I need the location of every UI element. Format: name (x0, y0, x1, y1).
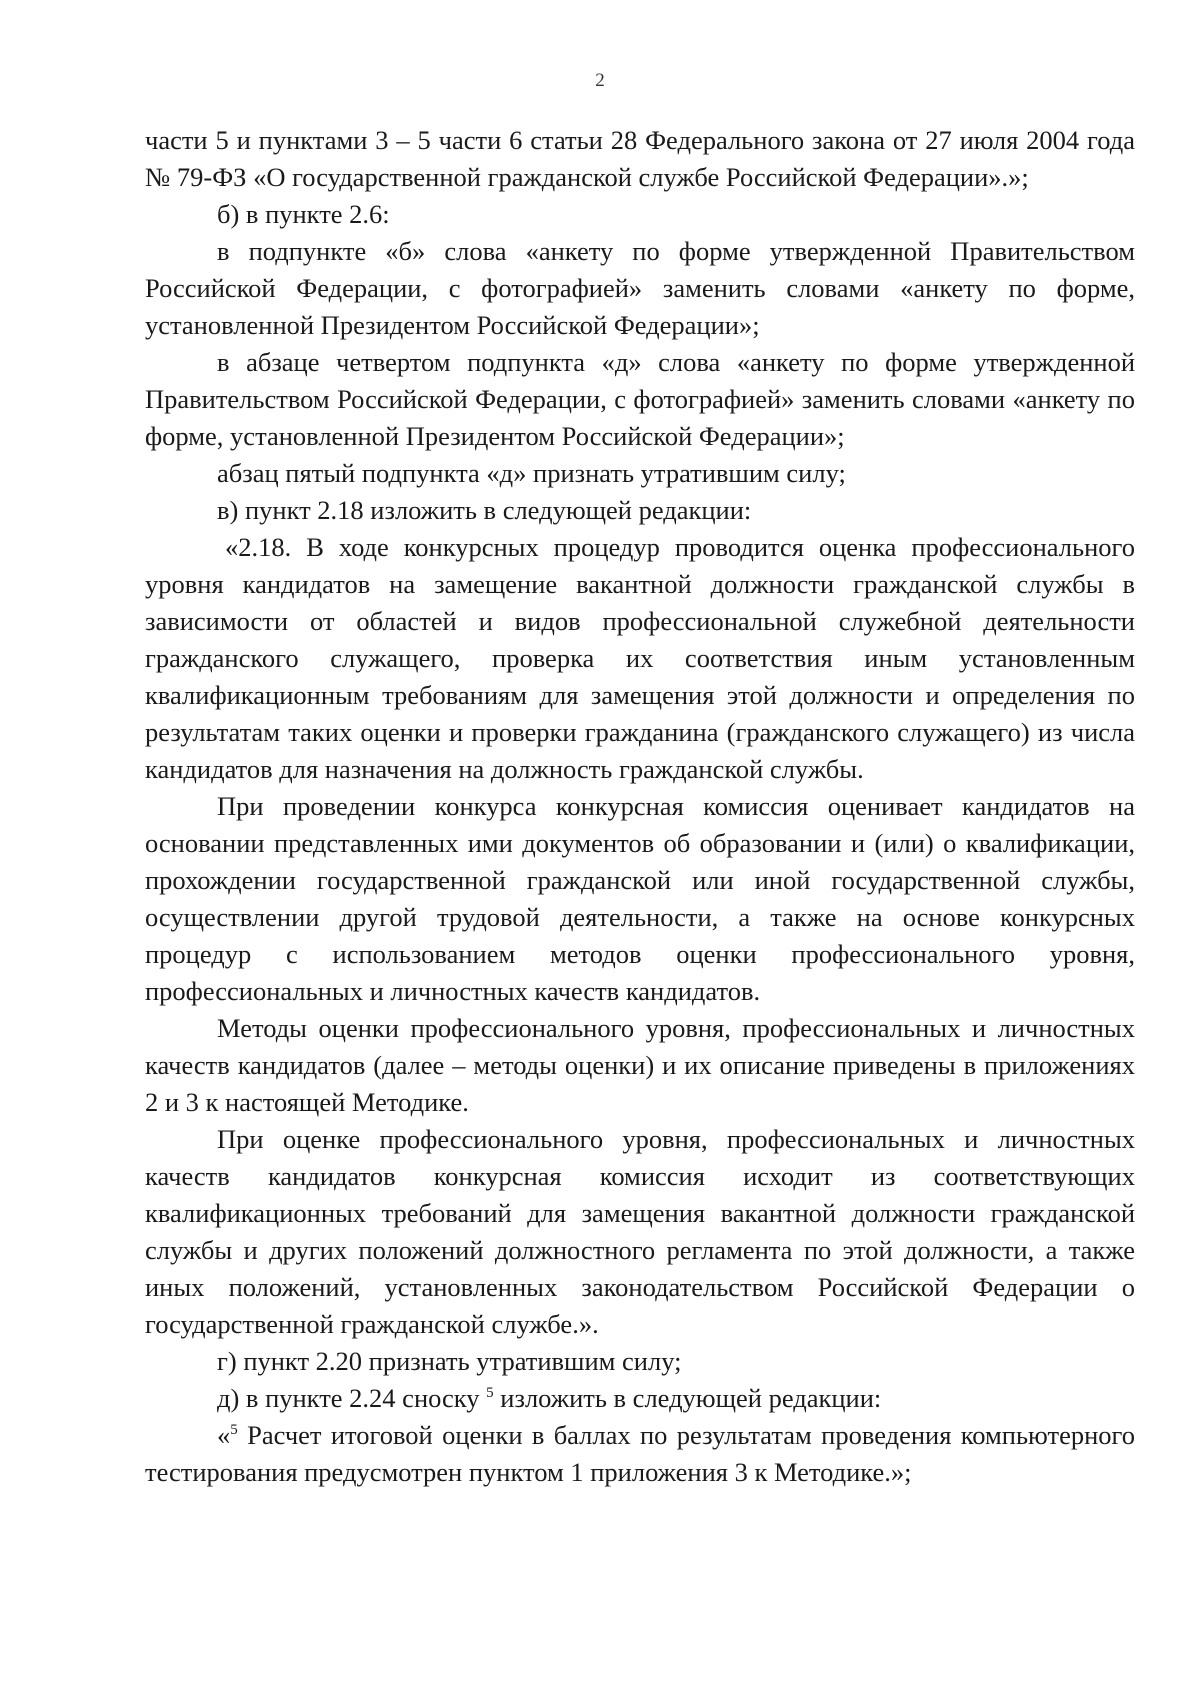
footnote-ref-after: изложить в следующей редакции: (493, 1383, 882, 1413)
paragraph-8: При проведении конкурса конкурсная комиссия оценивает кандидатов на основании представленных ими документов об образовании и (или) о квалификации, прохождении государственной гражданской или иной государственной службы, осуществлении другой трудовой деятельности, а также на основе конкурсных процедур с использованием методов оценки профессионального уровня, профессиональных и личностных качеств кандидатов. (145, 791, 1135, 1006)
paragraph-5: абзац пятый подпункта «д» признать утратившим силу; (217, 458, 846, 488)
footnote-body: Расчет итоговой оценки в баллах по результатам проведения компьютерного тестирования предусмотрен пунктом 1 приложения 3 к Методике.»; (145, 1420, 1135, 1487)
paragraph-6: в) пункт 2.18 изложить в следующей редакции: (217, 495, 752, 525)
footnote-ref-before: д) в пункте 2.24 сноску (217, 1383, 487, 1413)
paragraph-11: г) пункт 2.20 признать утратившим силу; (217, 1346, 682, 1376)
document-body (145, 122, 1135, 1491)
paragraph-footnote-reference (145, 1380, 1135, 1417)
footnote-open-quote: « (217, 1420, 231, 1450)
paragraph-7: «2.18. В ходе конкурсных процедур проводится оценка профессионального уровня кандидатов на замещение вакантной должности гражданской службы в зависимости от областей и видов профессиональной служебной деятельности гражданского служащего, проверка их соответствия иным установленным квалификационным требованиям для замещения этой должности и определения по результатам таких оценки и проверки гражданина (гражданского служащего) из числа кандидатов для назначения на должность гражданской службы. (145, 532, 1135, 784)
paragraph-4: в абзаце четвертом подпункта «д» слова «анкету по форме утвержденной Правительством Российской Федерации, с фотографией» заменить словами «анкету по форме, установленной Президентом Российской Федерации»; (145, 347, 1135, 451)
paragraph-2: б) в пункте 2.6: (217, 199, 390, 229)
footnote-marker: 5 (230, 1422, 238, 1439)
page-number: 2 (595, 70, 605, 91)
paragraph-footnote-text (145, 1417, 1135, 1491)
paragraph-10: При оценке профессионального уровня, профессиональных и личностных качеств кандидатов конкурсная комиссия исходит из соответствующих квалификационных требований для замещения вакантной должности гражданской службы и других положений должностного регламента по этой должности, а также иных положений, установленных законодательством Российской Федерации о государственной гражданской службе.». (145, 1124, 1135, 1339)
paragraph-9: Методы оценки профессионального уровня, профессиональных и личностных качеств кандидатов (далее – методы оценки) и их описание приведены в приложениях 2 и 3 к настоящей Методике. (145, 1013, 1135, 1117)
paragraph-1: части 5 и пунктами 3 – 5 части 6 статьи 28 Федерального закона от 27 июля 2004 года № 79-ФЗ «О государственной гражданской службе Российской Федерации».»; (145, 125, 1135, 192)
paragraph-3: в подпункте «б» слова «анкету по форме утвержденной Правительством Российской Федерации, с фотографией» заменить словами «анкету по форме, установленной Президентом Российской Федерации»; (145, 236, 1135, 340)
footnote-ref-marker: 5 (486, 1385, 494, 1402)
